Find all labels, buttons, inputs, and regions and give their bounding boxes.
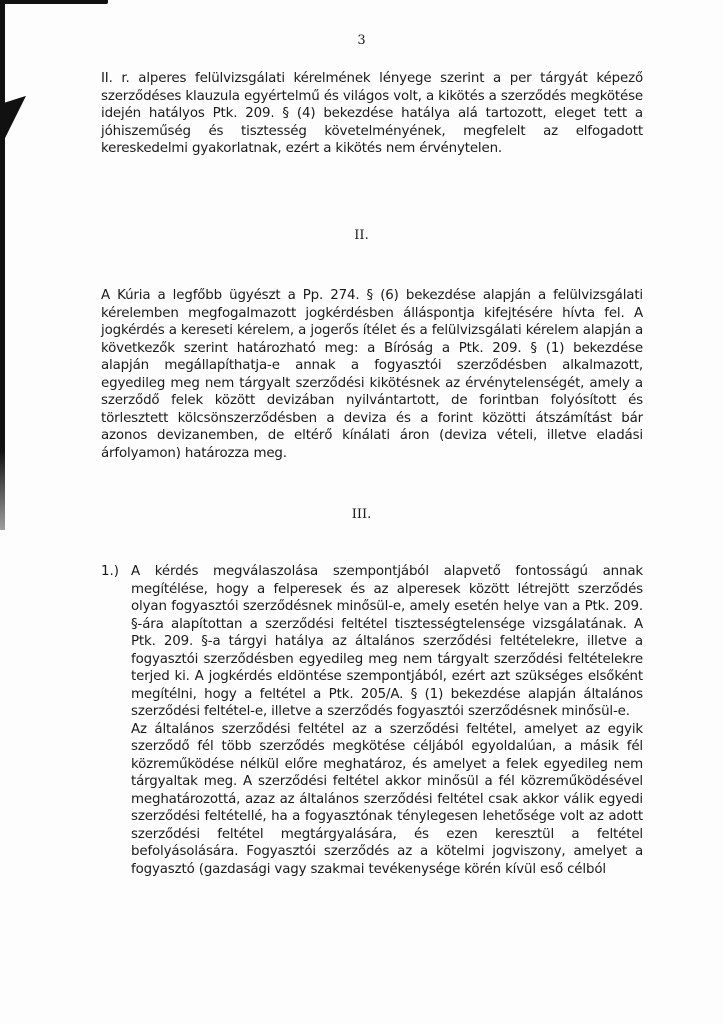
scan-edge-top xyxy=(4,0,108,4)
list-item-body xyxy=(131,563,643,878)
section-heading-ii: II. xyxy=(354,228,369,243)
page-number: 3 xyxy=(357,33,366,48)
list-item-paragraph: Az általános szerződési feltétel az a szerződési feltétel, amelyet az egyik szerződő fél több szerződés megkötése céljából egyoldalúan, a másik fél közreműködése nélkül előre meghatároz, és amelyet a felek egyedileg nem tárgyaltak meg. A szerződési feltétel akkor minősül a fél közreműködésével meghatározottá, azaz az általános szerződési feltétel csak akkor válik egyedi szerződési feltétellé, ha a fogyasztónak ténylegesen lehetősége volt az adott szerződési feltétel megtárgyalására, és ezen keresztül a feltétel befolyásolására. Fogyasztói szerződés az a kötelmi jogviszony, amelyet a fogyasztó (gazdasági vagy szakmai tevékenysége körén kívül eső célból xyxy=(131,721,643,877)
section-heading-iii: III. xyxy=(351,507,372,522)
list-item-paragraph: A kérdés megválaszolása szempontjából alapvető fontosságú annak megítélése, hogy a felperesek és az alperesek között létrejött szerződés olyan fogyasztói szerződésnek minősül-e, amely esetén helye van a Ptk. 209. §-ára alapítottan a szerződési feltétel tisztességtelensége vizsgálatának. A Ptk. 209. §-a tárgyi hatálya az általános szerződési feltételekre, illetve a fogyasztói szerződésben egyedileg meg nem tárgyalt szerződési feltételekre terjed ki. A jogkérdés eldöntése szempontjából, ezért azt szükséges elsőként megítélni, hogy a feltétel a Ptk. 205/A. § (1) bekezdése alapján általános szerződési feltétel-e, illetve a szerződés fogyasztói szerződésnek minősül-e. xyxy=(131,564,643,719)
list-item-number: 1.) xyxy=(101,564,120,579)
scan-edge-left xyxy=(0,0,5,530)
intro-paragraph: II. r. alperes felülvizsgálati kérelmének lényege szerint a per tárgyát képező szerződéses klauzula egyértelmű és világos volt, a kikötés a szerződés megkötése idején hatályos Ptk. 209. § (4) bekezdése hatálya alá tartozott, eleget tett a jóhiszeműség és tisztesség követelményének, megfelelt az elfogadott kereskedelmi gyakorlatnak, ezért a kikötés nem érvénytelen. xyxy=(101,71,643,156)
section-ii-paragraph: A Kúria a legfőbb ügyészt a Pp. 274. § (6) bekezdése alapján a felülvizsgálati kérelemben megfogalmazott jogkérdésben álláspontja kifejtésére hívta fel. A jogkérdés a kereseti kérelem, a jogerős ítélet és a felülvizsgálati kérelem alapján a következők szerint határozható meg: a Bíróság a Ptk. 209. § (1) bekezdése alapján megállapíthatja-e annak a fogyasztói szerződésben alkalmazott, egyedileg meg nem tárgyalt szerződési kikötésnek az érvénytelenségét, amely a szerződő felek között devizában nyilvántartott, de forintban folyósított és törlesztett kölcsönszerződésben a deviza és a forint közötti átszámítást bár azonos devizanemben, de eltérő kínálati áron (deviza vételi, illetve eladási árfolyamon) határozza meg. xyxy=(101,288,643,461)
